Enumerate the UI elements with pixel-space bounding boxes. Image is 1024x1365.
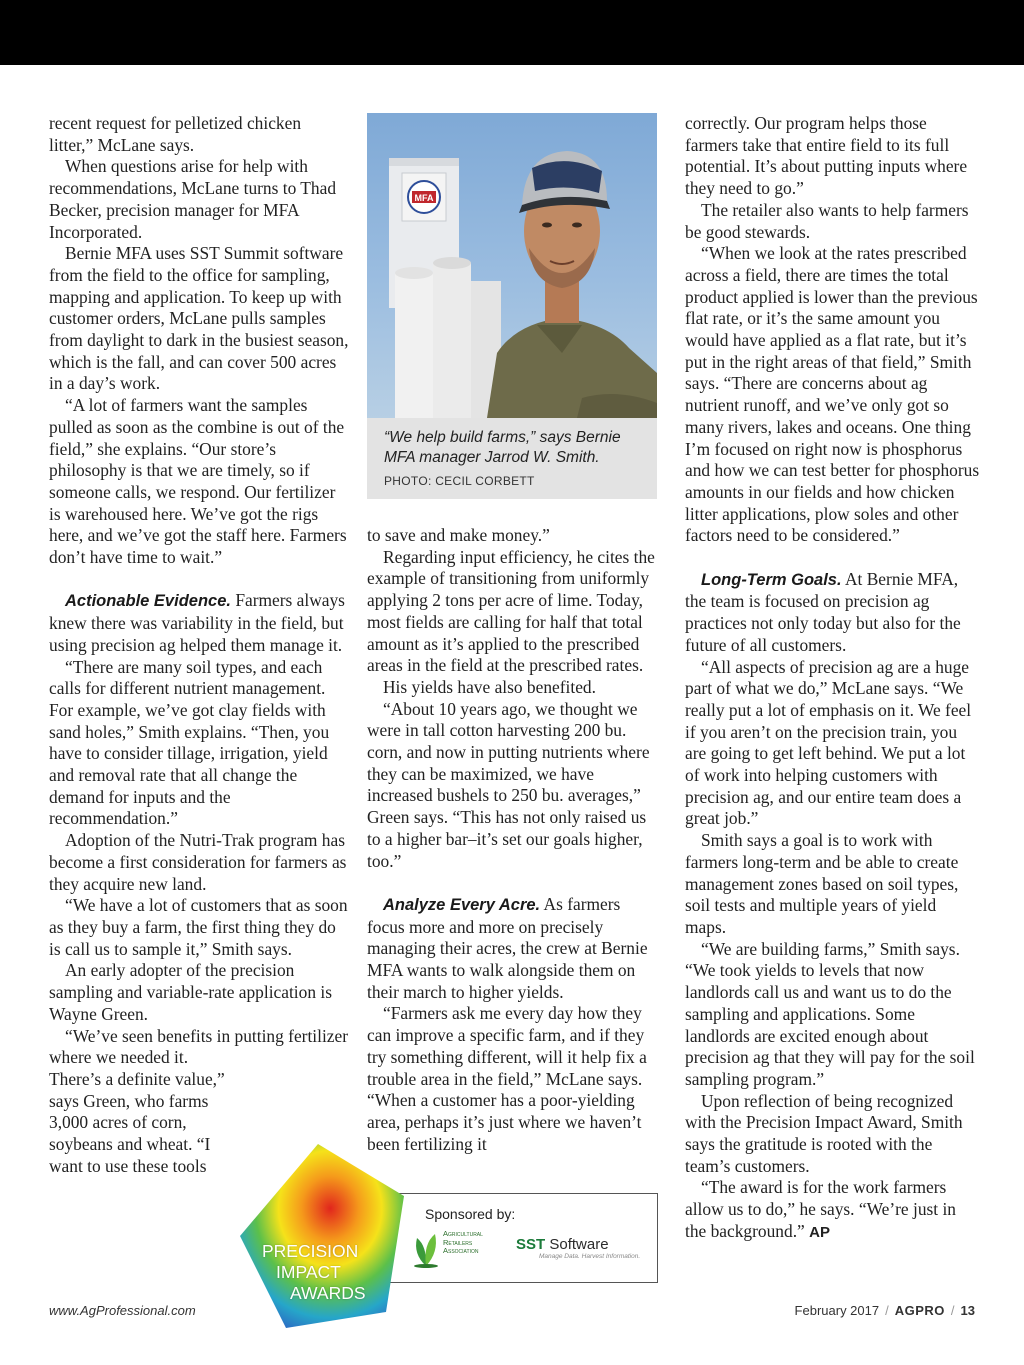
footer-separator: / [885, 1303, 889, 1318]
sst-rest: Software [545, 1236, 609, 1253]
paragraph: Regarding input efficiency, he cites the example of transitioning from uniformly applying 2 tons per acre of lime. Today, most fields are calling for half that total amount as it’s applied to the prescribed areas in the field at the prescribed rates. [367, 546, 655, 676]
sponsor-box [370, 1193, 658, 1283]
paragraph: Upon reflection of being recognized with the Precision Impact Award, Smith says the gratitude is rooted with the team’s customers. [685, 1090, 963, 1176]
subhead-analyze-every-acre: Analyze Every Acre. [383, 895, 541, 914]
section-paragraph [49, 590, 349, 656]
footer-folio [795, 1303, 975, 1318]
paragraph: “A lot of farmers want the samples pulled as soon as the combine is out of the field,” she explains. “Our store’s philosophy is that we are timely, so if someone calls, we respond. Our fertilizer is warehoused here. We’ve got the rigs here, and we’ve got the staff here. Farmers don’t have time to wait.” [49, 395, 347, 568]
paragraph: When questions arise for help with recommendations, McLane turns to Thad Becker, precision manager for MFA Incorporated. [49, 156, 337, 242]
article-column-3 [685, 113, 980, 1244]
top-black-band [0, 0, 1024, 65]
article-column-1 [49, 113, 349, 1177]
paragraph: “We have a lot of customers that as soon as they buy a farm, the first thing they do is call us to sample it,” Smith says. [49, 895, 348, 959]
paragraph-line: There’s a definite value,” [49, 1068, 225, 1089]
paragraph: to save and make money.” [367, 525, 550, 545]
paragraph-line: want to use these tools [49, 1155, 207, 1176]
sst-tagline: Manage Data. Harvest Information. [539, 1253, 641, 1260]
ara-line-3: Association [443, 1246, 479, 1255]
badge-line-3: AWARDS [290, 1283, 366, 1303]
page-number: 13 [960, 1303, 975, 1318]
paragraph: “Farmers ask me every day how they can improve a specific farm, and if they try something different, will it help fix a trouble area in the field,” McLane says. “When a customer has a poor-yielding area, perhaps it’s just where we haven’t been fertilizing it [367, 1003, 647, 1154]
paragraph-line: says Green, who farms [49, 1090, 209, 1111]
sst-software-logo [516, 1236, 609, 1253]
tower-logo: MFA [414, 193, 434, 203]
paragraph: “About 10 years ago, we thought we were in tall cotton harvesting 200 bu. corn, and now in putting nutrients where they can be maximized, we have increased bushels to 250 bu. averages,” Green says. “This has not only raised us to a higher bar–it’s set our goals higher, too.” [367, 698, 650, 871]
section-paragraph [685, 569, 980, 657]
photo-credit: PHOTO: CECIL CORBETT [384, 474, 535, 488]
paragraph: Bernie MFA uses SST Summit software from the field to the office for sampling, mapping and application. To keep up with customer orders, McLane pulls samples from daylight to dark in the busiest season, which is the fall, and can cover 500 acres in a day’s work. [49, 243, 349, 394]
paragraph: Adoption of the Nutri-Trak program has become a first consideration for farmers as they acquire new land. [49, 830, 347, 894]
ara-line-1: Agricultural [443, 1229, 483, 1238]
badge-line-1: PRECISION [262, 1241, 359, 1261]
sst-name: SST [516, 1236, 546, 1253]
paragraph-final [685, 1177, 980, 1243]
paragraph: “We’ve seen benefits in putting fertilizer where we needed it. [49, 1025, 349, 1068]
footer-url: www.AgProfessional.com [49, 1303, 196, 1318]
ara-leaf-icon [411, 1228, 441, 1268]
paragraph: “All aspects of precision ag are a huge part of what we do,” McLane says. “We really put a lot of emphasis on it. We feel if you aren’t on the precision train, you are going to get left behind. We put a lot of work into helping customers with precision ag, and our entire team does a great job.” [685, 656, 972, 829]
section-paragraph [367, 894, 662, 1004]
photo-caption [367, 418, 657, 499]
paragraph-line: soybeans and wheat. “I [49, 1134, 211, 1155]
paragraph: recent request for pelletized chicken litter,” McLane says. [49, 113, 302, 155]
paragraph-text: At Bernie MFA, the team is focused on precision ag practices not only today but also for the future of all customers. [685, 568, 961, 655]
paragraph: Smith says a goal is to work with farmers long-term and be able to create management zones based on soil types, soil tests and multiple years of yield maps. [685, 830, 959, 937]
footer-brand: AGPRO [894, 1303, 945, 1318]
article-column-2 [367, 525, 662, 1155]
paragraph: “We are building farms,” Smith says. “We took yields to levels that now landlords call us and want us to do the sampling and applications. Some landlords are excited enough about precision ag that they will pay for the soil sampling program.” [685, 938, 975, 1089]
paragraph: correctly. Our program helps those farmers take that entire field to its full potential. It’s about putting inputs where they need to go.” [685, 113, 968, 199]
subhead-long-term-goals: Long-Term Goals. [701, 570, 842, 589]
badge-label [262, 1241, 366, 1304]
subhead-actionable-evidence: Actionable Evidence. [65, 592, 231, 611]
paragraph-text: “The award is for the work farmers allow us to do,” he says. “We’re just in the background.” [685, 1177, 956, 1241]
footer-date: February 2017 [794, 1303, 880, 1318]
paragraph-line: 3,000 acres of corn, [49, 1112, 187, 1133]
ara-wordmark [443, 1230, 483, 1256]
portrait-illustration [367, 113, 657, 418]
end-mark: AP [809, 1223, 830, 1241]
ara-logo [411, 1228, 511, 1268]
paragraph: His yields have also benefited. [383, 676, 596, 697]
badge-line-2: IMPACT [276, 1262, 341, 1282]
paragraph: An early adopter of the precision sampling and variable-rate application is Wayne Green. [49, 960, 332, 1024]
paragraph: “When we look at the rates prescribed across a field, there are times the total product applied is lower than the previous flat rate, or it’s the same amount you would have applied as a flat rate, but it’s put in the right areas of that field,” Smith says. “There are concerns about ag nutrient runoff, and we’ve only got so many rivers, lakes and oceans. One thing I’m focused on right now is phosphorus and how we can test better for phosphorus amounts in our fields and how chicken litter applications, plow soles and other factors need to be considered.” [685, 243, 980, 546]
paragraph: The retailer also wants to help farmers be good stewards. [685, 199, 969, 242]
photo-manager-portrait [367, 113, 657, 418]
ara-line-2: Retailers [443, 1237, 473, 1247]
paragraph-text: As farmers focus more and more on precisely managing their acres, the crew at Bernie MFA wants to walk alongside them on their march to higher yields. [367, 893, 648, 1002]
footer-separator: / [950, 1303, 955, 1318]
paragraph: “There are many soil types, and each calls for different nutrient management. For example, we’ve got clay fields with sand holes,” Smith explains. “Then, you have to consider tillage, irrigation, yield and removal rate that all change the demand for inputs and the recommendation.” [49, 656, 330, 829]
caption-quote: “We help build farms,” says Bernie MFA manager Jarrod W. Smith. [384, 429, 621, 466]
sponsor-label: Sponsored by: [425, 1206, 516, 1222]
paragraph-text: Farmers always knew there was variability in the field, but using precision ag helped them manage it. [49, 590, 345, 655]
